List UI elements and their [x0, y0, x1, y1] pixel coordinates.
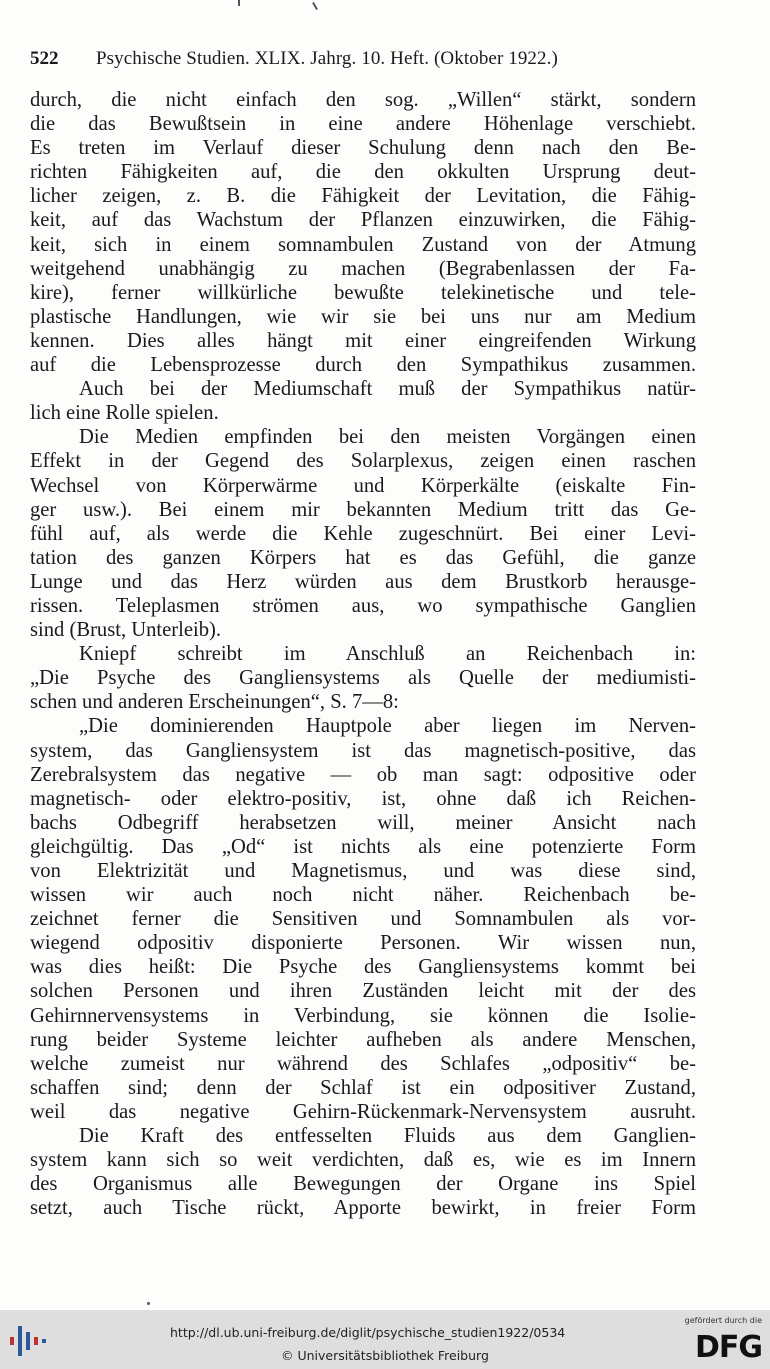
text-line: Gehirnnervensystems in Verbindung, sie können die Isolie-	[30, 1004, 696, 1027]
dfg-logo: DFG	[694, 1330, 762, 1365]
text-line: richten Fähigkeiten auf, die den okkulten Ursprung deut-	[30, 161, 696, 184]
text-line: wiegend odpositiv disponierte Personen. Wir wissen nun,	[30, 932, 696, 955]
text-line: Auch bei der Mediumschaft muß der Sympathikus natür-	[79, 378, 696, 401]
scan-mark	[312, 2, 318, 10]
text-line: ger usw.). Bei einem mir bekannten Medium tritt das Ge-	[30, 498, 696, 521]
text-line: die das Bewußtsein in eine andere Höhenlage verschiebt.	[30, 113, 696, 136]
text-line: rung beider Systeme leichter aufheben als andere Menschen,	[30, 1028, 696, 1051]
page-number: 522	[30, 48, 59, 69]
text-line: plastische Handlungen, wie wir sie bei uns nur am Medium	[30, 305, 696, 328]
text-line: system, das Gangliensystem ist das magnetisch-positive, das	[30, 739, 696, 762]
text-line: licher zeigen, z. B. die Fähigkeit der Levitation, die Fähig-	[30, 185, 696, 208]
text-line: solchen Personen und ihren Zuständen leicht mit der des	[30, 980, 696, 1003]
text-line: Die Kraft des entfesselten Fluids aus dem Ganglien-	[79, 1125, 696, 1148]
text-line: durch, die nicht einfach den sog. „Willen“ stärkt, sondern	[30, 89, 696, 111]
text-line: bachs Odbegriff herabsetzen will, meiner Ansicht nach	[30, 811, 696, 834]
library-logo-icon	[6, 1322, 50, 1360]
text-line: schaffen sind; denn der Schlaf ist ein odpositiver Zustand,	[30, 1076, 696, 1099]
scan-mark	[147, 1302, 150, 1305]
text-line: Zerebralsystem das negative — ob man sagt: odpositive oder	[30, 763, 696, 786]
text-line: tation des ganzen Körpers hat es das Gefühl, die ganze	[30, 546, 696, 569]
copyright-notice: © Universitätsbibliothek Freiburg	[281, 1348, 489, 1363]
text-line: Die Medien empfinden bei den meisten Vorgängen einen	[79, 426, 696, 449]
text-line: fühl auf, als werde die Kehle zugeschnürt. Bei einer Levi-	[30, 522, 696, 545]
text-line: des Organismus alle Bewegungen der Organe ins Spiel	[30, 1173, 696, 1196]
text-line: welche zumeist nur während des Schlafes „odpositiv“ be-	[30, 1052, 696, 1075]
text-line: sind (Brust, Unterleib).	[30, 619, 222, 642]
text-line: magnetisch- oder elektro-positiv, ist, ohne daß ich Reichen-	[30, 787, 696, 810]
text-line: was dies heißt: Die Psyche des Gangliensystems kommt bei	[30, 956, 696, 979]
text-line: keit, sich in einem somnambulen Zustand von der Atmung	[30, 233, 696, 256]
text-line: schen und anderen Erscheinungen“, S. 7—8:	[30, 691, 399, 714]
text-line: auf die Lebensprozesse durch den Sympathikus zusammen.	[30, 354, 696, 377]
text-line: Lunge und das Herz würden aus dem Brustkorb herausge-	[30, 570, 696, 593]
source-link[interactable]: http://dl.ub.uni-freiburg.de/diglit/psychische_studien1922/0534	[170, 1325, 566, 1340]
body-text	[30, 88, 696, 1220]
funder-note: gefördert durch die	[684, 1316, 762, 1325]
scan-mark	[238, 0, 240, 6]
text-line: Es treten im Verlauf dieser Schulung denn nach den Be-	[30, 137, 696, 160]
text-line: gleichgültig. Das „Od“ ist nichts als eine potenzierte Form	[30, 835, 696, 858]
text-line: von Elektrizität und Magnetismus, und was diese sind,	[30, 860, 696, 882]
text-line: weitgehend unabhängig zu machen (Begrabenlassen der Fa-	[30, 257, 696, 280]
text-line: setzt, auch Tische rückt, Apporte bewirkt, in freier Form	[30, 1197, 696, 1220]
text-line: lich eine Rolle spielen.	[30, 402, 219, 425]
text-line: Effekt in der Gegend des Solarplexus, zeigen einen raschen	[30, 450, 696, 473]
running-title: Psychische Studien. XLIX. Jahrg. 10. Heft. (Oktober 1922.)	[96, 48, 558, 69]
text-line: kennen. Dies alles hängt mit einer eingreifenden Wirkung	[30, 329, 696, 352]
text-line: wissen wir auch noch nicht näher. Reichenbach be-	[30, 884, 696, 907]
running-header	[30, 48, 730, 76]
text-line: rissen. Teleplasmen strömen aus, wo sympathische Ganglien	[30, 594, 696, 617]
text-line: Kniepf schreibt im Anschluß an Reichenbach in:	[79, 643, 696, 666]
text-line: kire), ferner willkürliche bewußte telekinetische und tele-	[30, 281, 696, 304]
text-line: system kann sich so weit verdichten, daß es, wie es im Innern	[30, 1149, 696, 1172]
text-line: Wechsel von Körperwärme und Körperkälte (eiskalte Fin-	[30, 474, 696, 497]
text-line: zeichnet ferner die Sensitiven und Somnambulen als vor-	[30, 908, 696, 931]
text-line: „Die Psyche des Gangliensystems als Quelle der mediumisti-	[30, 667, 696, 690]
text-line: „Die dominierenden Hauptpole aber liegen im Nerven-	[79, 715, 696, 738]
viewer-footer	[0, 1310, 770, 1369]
text-line: keit, auf das Wachstum der Pflanzen einzuwirken, die Fähig-	[30, 209, 696, 232]
text-line: weil das negative Gehirn-Rückenmark-Nervensystem ausruht.	[30, 1100, 696, 1123]
